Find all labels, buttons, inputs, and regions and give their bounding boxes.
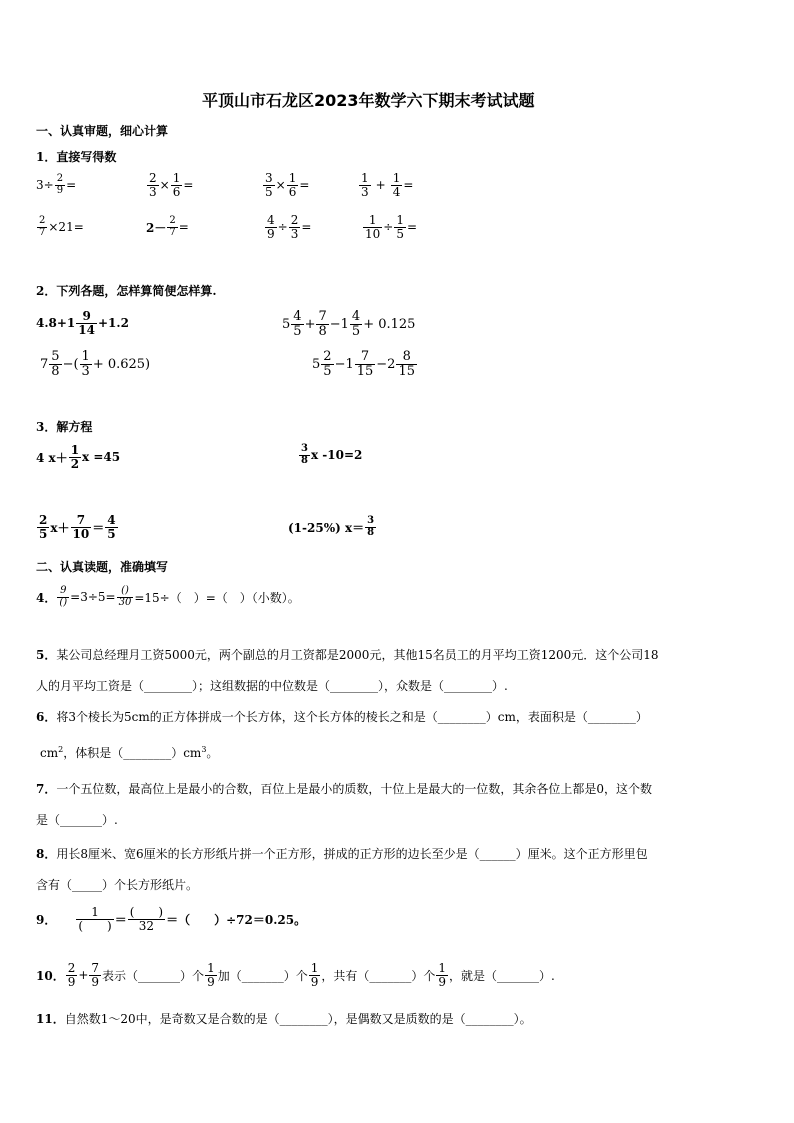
q1-item-8: $\frac{1}{10}$ ÷ $\frac{1}{5}$ = (365, 213, 418, 241)
fraction: $\frac{()}{30}$ (118, 585, 132, 608)
q10: 10． $\frac{2}{9}$ + $\frac{7}{9}$ 表示（_______）个 $\frac{1}{9}$ 加（_______）个 $\frac{1}{9}$ ，共有（_______）个 $\frac{1}{9}$ ，就是（_______）. (36, 961, 555, 989)
q2-expr-2: 5 $\frac{4}{5}$ + $\frac{7}{8}$ −1 $\frac{4}{5}$ + 0.125 (282, 309, 416, 339)
fraction: $\frac{9}{()}$ (59, 585, 68, 608)
fraction: $\frac{5}{8}$ (51, 349, 60, 379)
fraction: $\frac{3}{8}$ (301, 443, 308, 466)
fraction: $\frac{1}{3}$ (81, 349, 90, 379)
fraction: $\frac{7}{9}$ (91, 961, 100, 989)
q2-label: 2．下列各题，怎样算简便怎样算. (36, 284, 217, 298)
section2-heading: 二、认真读题，准确填写 (36, 560, 169, 574)
q5-line-1: 5．某公司总经理月工资5000元，两个副总的月工资都是2000元，其他15名员工的月平均工资1200元．这个公司18 (36, 648, 659, 662)
fraction: $\frac{7}{10}$ (72, 513, 90, 541)
fraction: $\frac{4}{9}$ (267, 213, 275, 241)
fraction: $\frac{4}{5}$ (107, 513, 116, 541)
fraction: $\frac{3}{5}$ (265, 171, 273, 199)
q1-label: 1．直接写得数 (36, 150, 117, 164)
q4: 4． $\frac{9}{()}$ =3÷5= $\frac{()}{30}$ =15÷（ ）=（ ）（小数）。 (36, 585, 300, 608)
fraction: $\frac{1}{9}$ (438, 961, 447, 989)
fraction: $\frac{1}{9}$ (207, 961, 215, 989)
fraction: $\frac{2}{9}$ (67, 961, 76, 989)
q1-item-6: 2－ $\frac{2}{7}$ = (146, 215, 189, 238)
fraction: $\frac{2}{7}$ (169, 215, 176, 238)
q9: 9． $\frac{1}{( )}$ ＝ $\frac{( )}{32}$ ＝（ ）÷72＝0.25。 (36, 905, 307, 933)
q3-eq-2: $\frac{3}{8}$ x -10=2 (301, 443, 363, 466)
fraction: $\frac{2}{3}$ (290, 213, 299, 241)
fraction: $\frac{7}{15}$ (356, 349, 374, 379)
fraction: $\frac{7}{8}$ (318, 309, 327, 339)
q1-item-1: 3÷ $\frac{2}{9}$ = (36, 173, 77, 196)
q8-line-2: 含有（_____）个长方形纸片。 (36, 878, 199, 892)
fraction: $\frac{1}{( )}$ (78, 905, 112, 933)
q6-line-1: 6．将3个棱长为5cm的正方体拼成一个长方体，这个长方体的棱长之和是（________）cm，表面积是（________） (36, 710, 648, 724)
q1-item-4: $\frac{1}{3}$ + $\frac{1}{4}$ = (361, 171, 414, 199)
fraction: $\frac{1}{3}$ (361, 171, 369, 199)
fraction: $\frac{3}{8}$ (367, 515, 375, 538)
fraction: $\frac{1}{6}$ (288, 171, 297, 199)
q7-line-2: 是（_______）. (36, 813, 118, 827)
q8-line-1: 8．用长8厘米、宽6厘米的长方形纸片拼一个正方形，拼成的正方形的边长至少是（______）厘米。这个正方形里包 (36, 847, 648, 861)
section1-heading: 一、认真审题，细心计算 (36, 124, 169, 138)
fraction: $\frac{1}{2}$ (70, 443, 80, 471)
q1-item-7: $\frac{4}{9}$ ÷ $\frac{2}{3}$ = (267, 213, 312, 241)
q1-item-2: $\frac{2}{3}$ × $\frac{1}{6}$ = (149, 171, 194, 199)
q11: 11．自然数1～20中，是奇数又是合数的是（________），是偶数又是质数的是（________）。 (36, 1012, 532, 1026)
fraction: $\frac{4}{5}$ (293, 309, 302, 339)
q3-label: 3．解方程 (36, 420, 93, 434)
fraction: $\frac{9}{14}$ (78, 309, 95, 337)
q2-expr-3: 7 $\frac{5}{8}$ −( $\frac{1}{3}$ + 0.625) (40, 349, 151, 379)
fraction: $\frac{1}{4}$ (392, 171, 401, 199)
q3-eq-4: (1-25%) x＝ $\frac{3}{8}$ (288, 515, 375, 538)
fraction: $\frac{1}{6}$ (172, 171, 181, 199)
q1-item-5: $\frac{2}{7}$ ×21= (39, 215, 84, 238)
fraction: $\frac{2}{3}$ (149, 171, 157, 199)
fraction: $\frac{4}{5}$ (351, 309, 361, 339)
page-title: 平顶山市石龙区2023年数学六下期末考试试题 (202, 91, 535, 110)
fraction: $\frac{2}{9}$ (56, 173, 64, 196)
fraction: $\frac{2}{5}$ (39, 513, 48, 541)
q3-eq-1: 4 x＋ $\frac{1}{2}$ x =45 (36, 443, 121, 471)
fraction: $\frac{1}{5}$ (396, 213, 404, 241)
q2-expr-1: 4.8+1 $\frac{9}{14}$ +1.2 (36, 309, 129, 337)
q5-line-2: 人的月平均工资是（________）；这组数据的中位数是（________），众数是（________）. (36, 679, 508, 693)
q3-eq-3: $\frac{2}{5}$ x＋ $\frac{7}{10}$ ＝ $\frac{4}{5}$ (39, 513, 116, 541)
q6-line-2: $cm^2$，体积是$(\_\_\_\_\_\_\_\_)cm^3$。 (40, 745, 219, 760)
q2-expr-4: 5 $\frac{2}{5}$ −1 $\frac{7}{15}$ −2 $\frac{8}{15}$ (312, 349, 415, 379)
fraction: $\frac{2}{5}$ (323, 349, 332, 379)
q7-line-1: 7．一个五位数，最高位上是最小的合数，百位上是最小的质数，十位上是最大的一位数，其余各位上都是0，这个数 (36, 782, 652, 796)
q1-item-3: $\frac{3}{5}$ × $\frac{1}{6}$ = (265, 171, 310, 199)
fraction: $\frac{1}{10}$ (365, 213, 381, 241)
fraction: $\frac{2}{7}$ (39, 215, 46, 238)
fraction: $\frac{8}{15}$ (398, 349, 415, 379)
fraction: $\frac{( )}{32}$ (129, 905, 164, 933)
fraction: $\frac{1}{9}$ (310, 961, 319, 989)
